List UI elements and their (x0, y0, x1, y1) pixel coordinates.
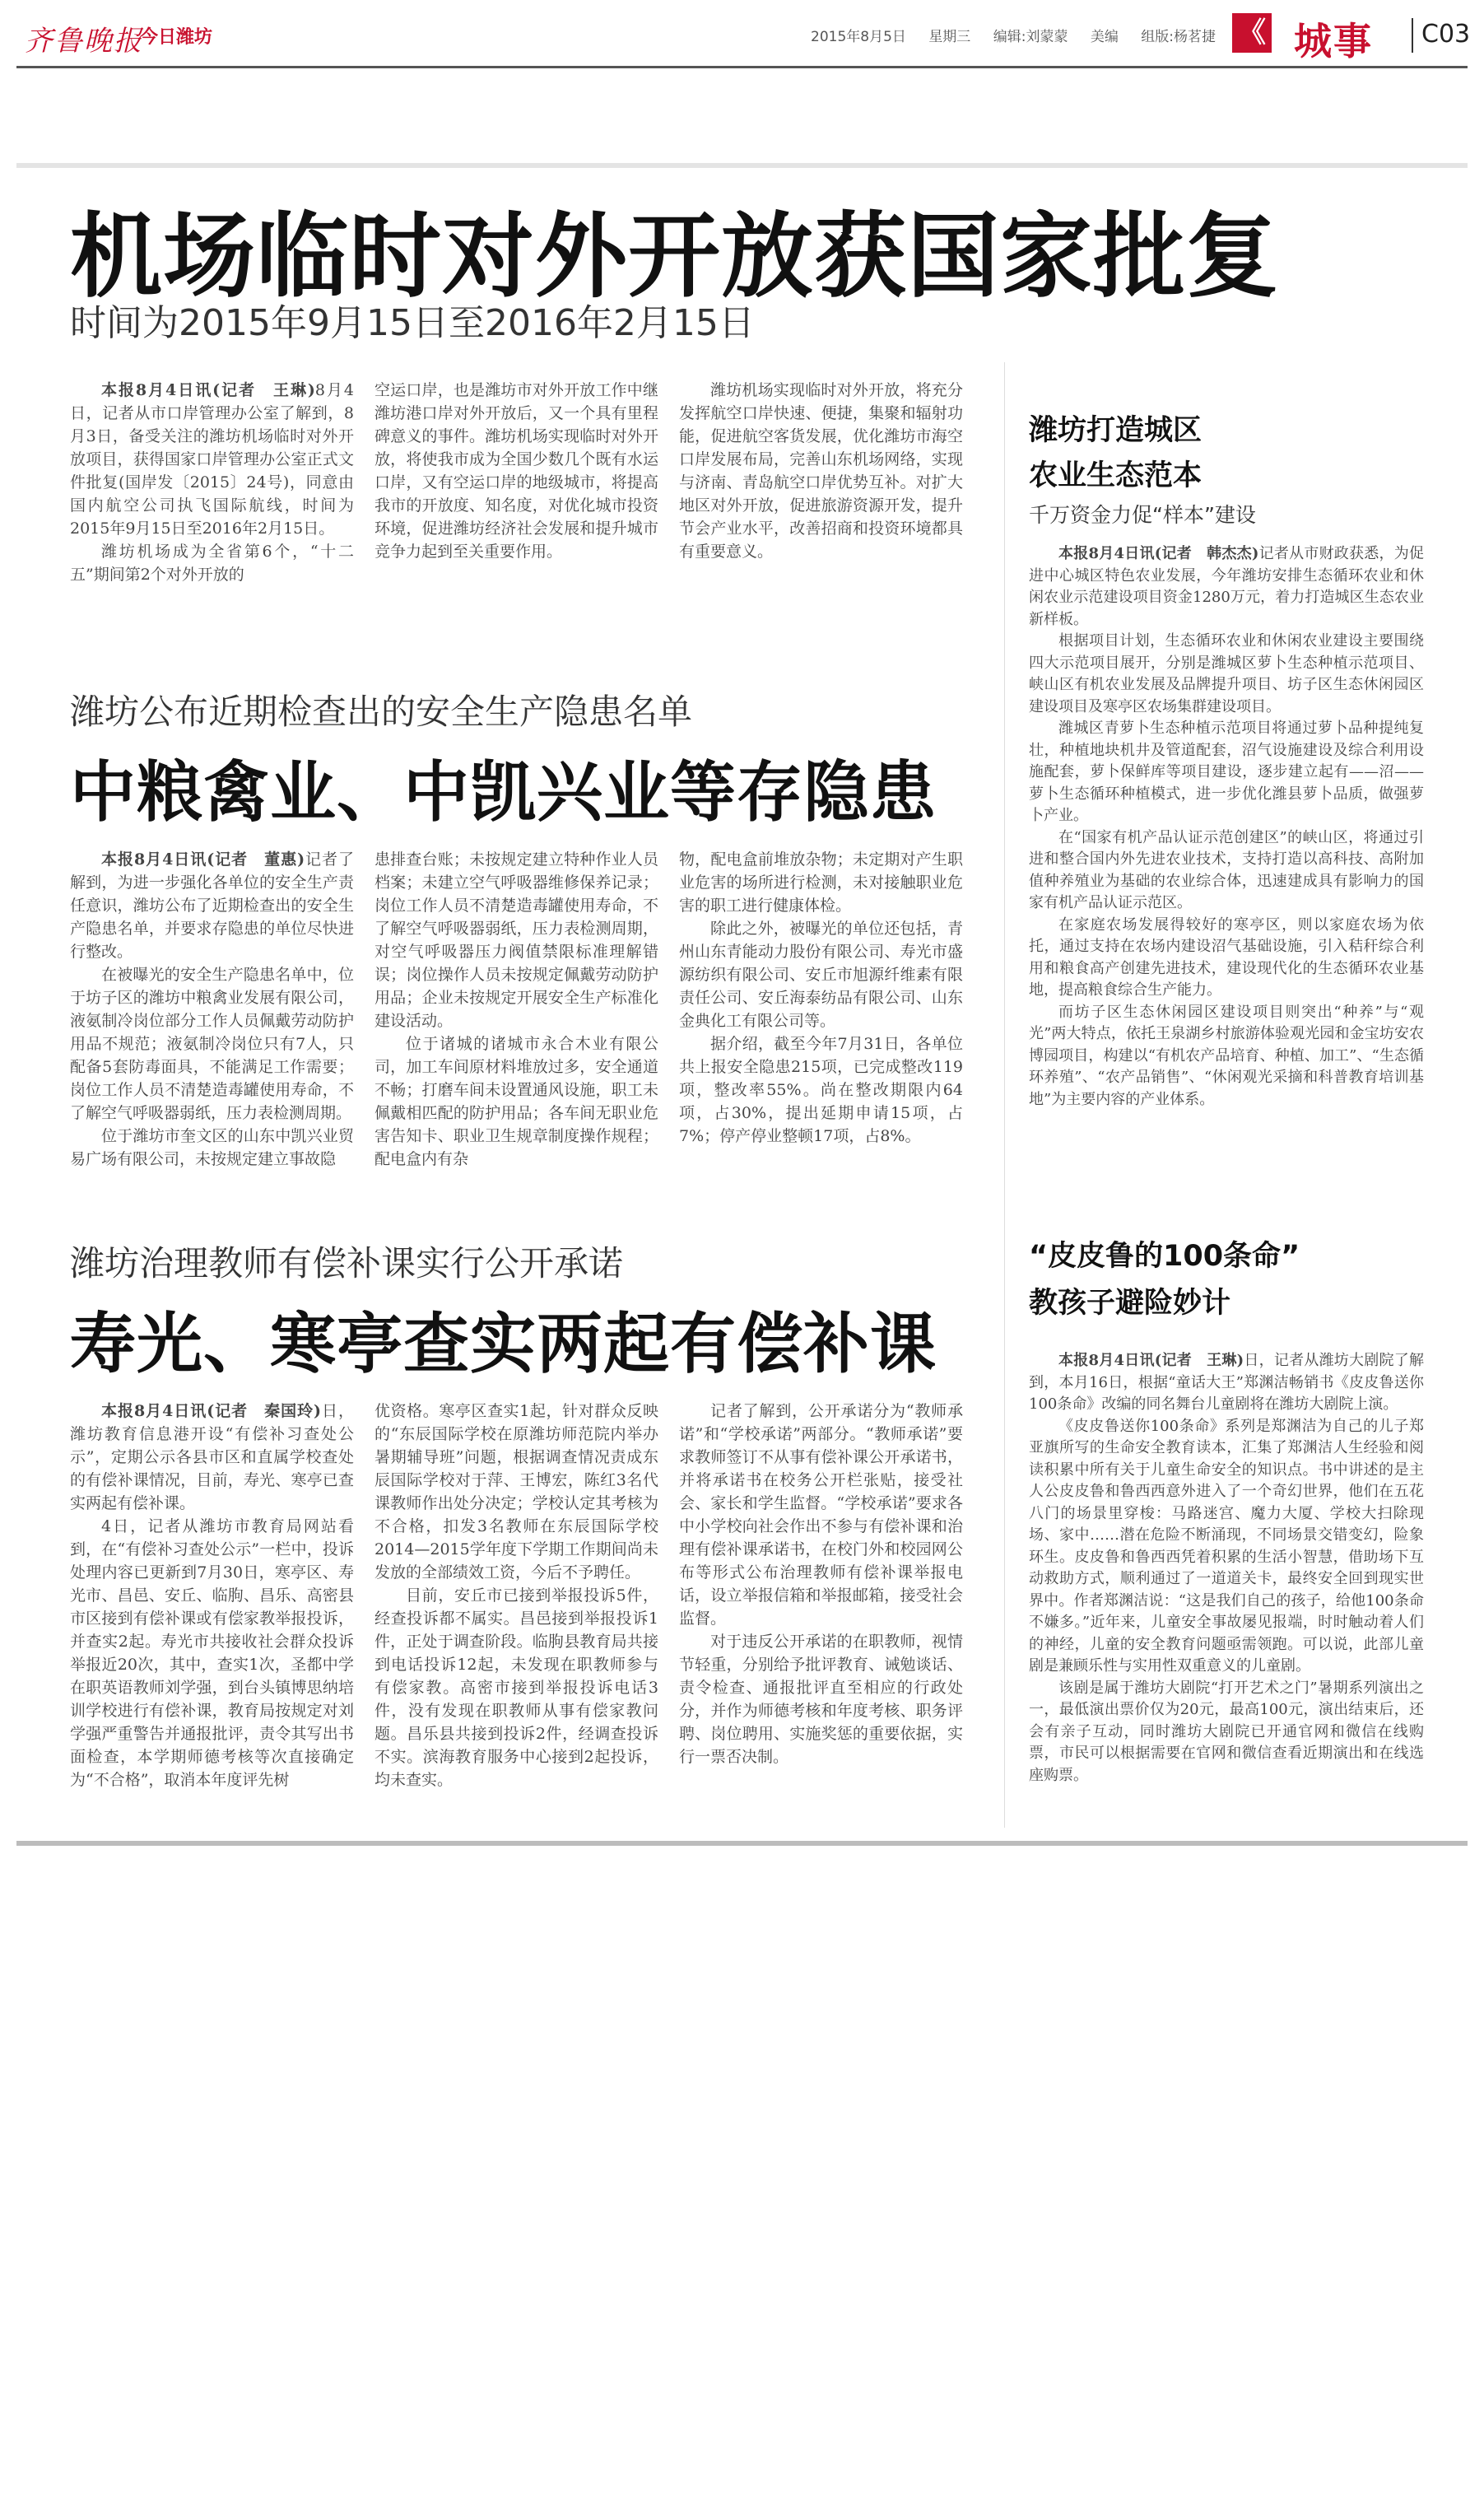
article3-column-3 (679, 1400, 963, 1768)
section-name-right: 城事 (1294, 19, 1373, 63)
right1-byline: 本报8月4日讯(记者 韩杰杰) (1058, 545, 1259, 562)
article3-column-1 (70, 1400, 354, 1791)
article2-text-2b: 位于诸城的诸城市永合木业有限公司，加工车间原材料堆放过多，安全通道不畅；打磨车间未设置通风设施，职工未佩戴相匹配的防护用品；各车间无职业危害告知卡、职业卫生规章制度操作规程；配电盒内有杂 (374, 1035, 658, 1168)
article1-text-1: 8月4日，记者从市口岸管理办公室了解到，8月3日，备受关注的潍坊机场临时对外开放项目，获得国家口岸管理办公室正式文件批复(国岸发〔2015〕24号)，同意由国内航空公司执飞国际航线，时间为2015年9月15日至2016年2月15日。 (70, 381, 355, 538)
article2-kicker: 潍坊公布近期检查出的安全生产隐患名单 (70, 692, 693, 732)
article3-text-2b: 目前，安丘市已接到举报投诉5件，经查投诉都不属实。昌邑接到举报投诉1件，正处于调查阶段。临朐县教育局共接到电话投诉12起，未发现在职教师参与有偿家教。高密市接到举报投诉电话3件，没有发现在职教师从事有偿家教问题。昌乐县共接到投诉2件，经调查投诉不实。滨海教育服务中心接到2起投诉，均未查实。 (374, 1586, 658, 1789)
article2-text-1a: 记者了解到，为进一步强化各单位的安全生产责任意识，潍坊公布了近期检查出的安全生产隐患名单，并要求存隐患的单位尽快进行整改。 (70, 850, 354, 961)
right1-column (1029, 543, 1424, 1111)
header-meta (811, 25, 1234, 45)
article2-text-2a: 患排查台账；未按规定建立特种作业人员档案；未建立空气呼吸器维修保养记录；岗位工作人员不清楚造毒罐使用寿命，不了解空气呼吸器弱纸，压力表检测周期，对空气呼吸器压力阀值禁限标准理解错误；岗位操作人员未按规定佩戴劳动防护用品；企业未按规定开展安全生产标准化建设活动。 (374, 850, 658, 1030)
article3-text-3a: 记者了解到，公开承诺分为“教师承诺”和“学校承诺”两部分。“教师承诺”要求教师签订不从事有偿补课公开承诺书，并将承诺书在校务公开栏张贴，接受社会、家长和学生监督。“学校承诺”要求各中小学校向社会作出不参与有偿补课和治理有偿补课承诺书，在校门外和校园网公布等形式公布治理教师有偿补课举报电话，设立举报信箱和举报邮箱，接受社会监督。 (679, 1402, 963, 1628)
article2-text-3b: 除此之外，被曝光的单位还包括，青州山东青能动力股份有限公司、寿光市盛源纺织有限公司、安丘市旭源纤维素有限责任公司、安丘海泰纺品有限公司、山东金典化工有限公司等。 (679, 920, 963, 1030)
art-credit: 美编 (1090, 29, 1119, 45)
article3-text-2a: 优资格。寒亭区查实1起，针对群众反映的“东辰国际学校在原潍坊师范院内举办暑期辅导班”问题，根据调查情况责成东辰国际学校对于萍、王博宏，陈红3名代课教师作出处分决定；学校认定其考核为不合格，扣发3名教师在东辰国际学校2014—2015学年度下学期工作期间尚未发放的全部绩效工资，今后不予聘任。 (374, 1402, 658, 1582)
article2-text-1c: 位于潍坊市奎文区的山东中凯兴业贸易广场有限公司，未按规定建立事故隐 (70, 1127, 354, 1168)
article3-column-2 (374, 1400, 658, 1791)
right2-headline-line1: “皮皮鲁的100条命” (1029, 1240, 1300, 1273)
article2-byline: 本报8月4日讯(记者 董惠) (101, 850, 305, 869)
article3-text-1b: 4日，记者从潍坊市教育局网站看到，在“有偿补习查处公示”一栏中，投诉处理内容已更新到7月30日，寒亭区、寿光市、昌邑、安丘、临朐、昌乐、高密县市区接到有偿补课或有偿家教举报投诉，并查实2起。寿光市共接收社会群众投诉举报近20次，其中，查实1次，圣都中学在职英语教师刘学强，到台头镇博思纳培训学校进行有偿补课，教育局按规定对刘学强严重警告并通报批评，责令其写出书面检查，本学期师德考核等次直接确定为“不合格”，取消本年度评先树 (70, 1517, 354, 1789)
article3-kicker: 潍坊治理教师有偿补课实行公开承诺 (70, 1243, 624, 1283)
article3-byline: 本报8月4日讯(记者 秦国玲) (101, 1402, 322, 1420)
article1-column-1 (70, 379, 354, 586)
column-divider (1004, 362, 1005, 1828)
article2-column-2 (374, 848, 658, 1171)
right1-subheadline: 千万资金力促“样本”建设 (1029, 503, 1256, 527)
article1-column-3 (679, 379, 963, 563)
editor-credit: 编辑:刘蒙蒙 (993, 29, 1068, 45)
right2-headline-line2: 教孩子避险妙计 (1029, 1287, 1231, 1320)
article2-headline: 中粮禽业、中凯兴业等存隐患 (70, 754, 937, 831)
page-number: C03 (1421, 20, 1471, 49)
right1-text-2: 根据项目计划，生态循环农业和休闲农业建设主要围绕四大示范项目展开，分别是潍城区萝卜生态种植示范项目、峡山区有机农业发展及品牌提升项目、坊子区生态休闲园区建设项目及寒亭区农场集群建设项目。 (1029, 632, 1424, 715)
right1-text-5: 在家庭农场发展得较好的寒亭区，则以家庭农场为依托，通过支持在农场内建设沼气基础设施，引入秸秆综合利用和粮食高产创建先进技术，建设现代化的生态循环农业基地，提高粮食综合生产能力。 (1029, 915, 1424, 999)
article1-byline: 本报8月4日讯(记者 王琳) (101, 381, 315, 399)
right1-text-4: 在“国家有机产品认证示范创建区”的峡山区，将通过引进和整合国内外先进农业技术，支持打造以高科技、高附加值种养殖业为基础的农业综合体，迅速建成具有影响力的国家有机产品认证示范区。 (1029, 828, 1424, 911)
article3-text-3b: 对于违反公开承诺的在职教师，视情节轻重，分别给予批评教育、诫勉谈话、责令检查、通报批评直至相应的行政处分，并作为师德考核和年度考核、职务评聘、岗位聘用、实施奖惩的重要依据，实行一票否决制。 (679, 1633, 963, 1766)
layout-credit: 组版:杨茗捷 (1141, 29, 1216, 45)
masthead-logo: 齐鲁晚报 (25, 25, 143, 58)
right2-text-1: 日，记者从潍坊大剧院了解到，本月16日，根据“童话大王”郑渊洁畅销书《皮皮鲁送你100条命》改编的同名舞台儿童剧将在潍坊大剧院上演。 (1029, 1352, 1424, 1413)
article2-text-3a: 物，配电盒前堆放杂物；未定期对产生职业危害的场所进行检测，未对接触职业危害的职工进行健康体检。 (679, 850, 963, 915)
article2-column-1 (70, 848, 354, 1171)
article2-text-1b: 在被曝光的安全生产隐患名单中，位于坊子区的潍坊中粮禽业发展有限公司，液氨制冷岗位部分工作人员佩戴劳动防护用品不规范；液氨制冷岗位只有7人，只配备5套防毒面具，不能满足工作需要；岗位工作人员不清楚造毒罐使用寿命，不了解空气呼吸器弱纸，压力表检测周期。 (70, 966, 354, 1122)
issue-weekday: 星期三 (928, 29, 971, 45)
article3-text-1a: 日，潍坊教育信息港开设“有偿补习查处公示”，定期公示各县市区和直属学校查处的有偿补课情况，目前，寿光、寒亭已查实两起有偿补课。 (70, 1402, 354, 1512)
article2-text-3c: 据介绍，截至今年7月31日，各单位共上报安全隐患215项，已完成整改119项，整改率55%。尚在整改期限内64项，占30%，提出延期申请15项，占7%；停产停业整顿17项，占8%。 (679, 1035, 963, 1145)
article3-headline: 寿光、寒亭查实两起有偿补课 (70, 1306, 937, 1382)
article1-column-2 (374, 379, 658, 563)
issue-date: 2015年8月5日 (811, 29, 906, 45)
article1-subheadline: 时间为2015年9月15日至2016年2月15日 (70, 302, 755, 344)
article1-text-3: 潍坊机场实现临时对外开放，将充分发挥航空口岸快速、便捷，集聚和辐射功能，促进航空客货发展，优化潍坊市海空口岸发展布局，完善山东机场网络，实现与济南、青岛航空口岸优势互补。对扩大地区对外开放，促进旅游资源开发，提升节会产业水平，改善招商和投资环境都具有重要意义。 (679, 381, 963, 561)
section-name-left: 今日潍坊 (140, 27, 213, 48)
right2-text-3: 该剧是属于潍坊大剧院“打开艺术之门”暑期系列演出之一，最低演出票价仅为20元，最高100元，演出结束后，还会有亲子互动，同时潍坊大剧院已开通官网和微信在线购票，市民可以根据需要在官网和微信查看近期演出和在线选座购票。 (1029, 1679, 1424, 1784)
article2-column-3 (679, 848, 963, 1148)
right2-text-2: 《皮皮鲁送你100条命》系列是郑渊洁为自己的儿子郑亚旗所写的生命安全教育读本，汇集了郑渊洁人生经验和阅读积累中所有关于儿童生命安全的知识点。书中讲述的是主人公皮皮鲁和鲁西西意外进入了一个奇幻世界，他们在五花八门的场景里穿梭：马路迷宫、魔力大厦、学校大扫除现场、家中……潜在危险不断涌现，不同场景交错变幻，险象环生。皮皮鲁和鲁西西凭着积累的生活小智慧，借助场下互动救助方式，顺利通过了一道道关卡，最终安全回到现实世界中。作者郑渊洁说：“这是我们自己的孩子，给他100条命不嫌多。”近年来，儿童安全事故屡见报端，时时触动着人们的神经，儿童的安全教育问题亟需领跑。可以说，此部儿童剧是兼顾乐性与实用性双重意义的儿童剧。 (1029, 1417, 1424, 1675)
separator-rule (16, 163, 1468, 168)
right2-column (1029, 1350, 1424, 1787)
right1-headline-line2: 农业生态范本 (1029, 459, 1203, 492)
right1-text-6: 而坊子区生态休闲园区建设项目则突出“种养”与“观光”两大特点，依托王泉湖乡村旅游体验观光园和金宝坊安农博园项目，构建以“有机农产品培育、种植、加工”、“生态循环养殖”、“农产品销售”、“休闲观光采摘和科普教育培训基地”为主要内容的产业体系。 (1029, 1003, 1424, 1108)
section-chevron-icon: 《 (1232, 13, 1272, 53)
right1-headline-line1: 潍坊打造城区 (1029, 414, 1203, 447)
article1-headline: 机场临时对外开放获国家批复 (70, 203, 1279, 310)
header-divider (1412, 18, 1413, 53)
right2-byline: 本报8月4日讯(记者 王琳) (1058, 1352, 1244, 1369)
article1-text-1b: 潍坊机场成为全省第6个，“十二五”期间第2个对外开放的 (70, 543, 354, 584)
header-rule (16, 66, 1468, 68)
footer-rule (16, 1841, 1468, 1846)
right1-text-1: 记者从市财政获悉，为促进中心城区特色农业发展，今年潍坊安排生态循环农业和休闲农业示范建设项目资金1280万元，着力打造城区生态农业新样板。 (1029, 545, 1424, 628)
article1-text-2: 空运口岸，也是潍坊市对外开放工作中继潍坊港口岸对外开放后，又一个具有里程碑意义的事件。潍坊机场实现临时对外开放，将使我市成为全国少数几个既有水运口岸，又有空运口岸的地级城市，将提高我市的开放度、知名度，对优化城市投资环境，促进潍坊经济社会发展和提升城市竞争力起到至关重要作用。 (374, 381, 658, 561)
right1-text-3: 潍城区青萝卜生态种植示范项目将通过萝卜品种提纯复壮，种植地块机井及管道配套，沼气设施建设及综合利用设施配套，萝卜保鲜库等项目建设，逐步建立起有——沼——萝卜生态循环种植模式，进一步优化潍县萝卜品质，做强萝卜产业。 (1029, 720, 1424, 824)
